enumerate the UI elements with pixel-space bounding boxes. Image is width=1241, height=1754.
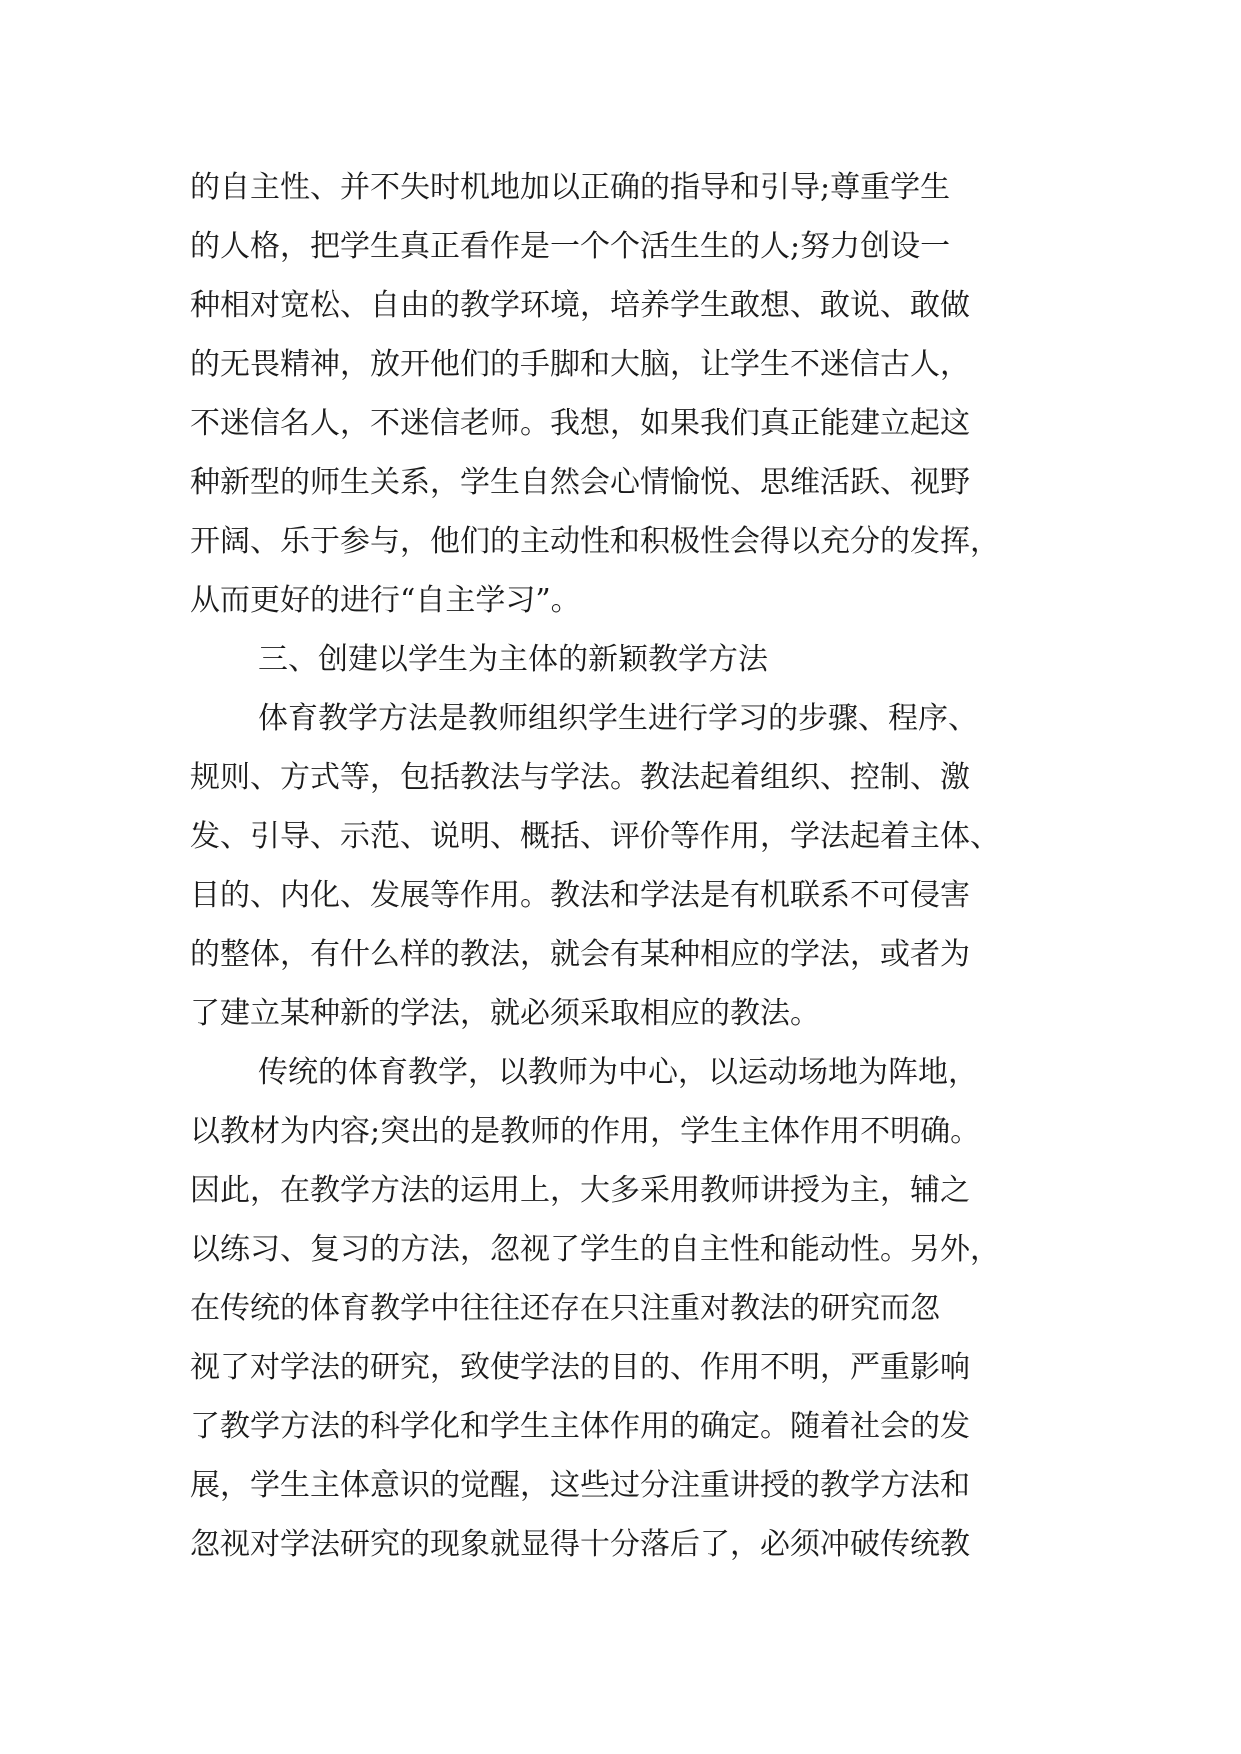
text-line: 了建立某种新的学法，就必须采取相应的教法。 [190, 996, 820, 1031]
text-line: 视了对学法的研究，致使学法的目的、作用不明，严重影响 [190, 1350, 970, 1385]
text-line: 的自主性、并不失时机地加以正确的指导和引导;尊重学生 [190, 170, 951, 205]
text-line: 种相对宽松、自由的教学环境，培养学生敢想、敢说、敢做 [190, 288, 970, 323]
text-line: 因此，在教学方法的运用上，大多采用教师讲授为主，辅之 [190, 1173, 970, 1208]
text-line: 不迷信名人，不迷信老师。我想，如果我们真正能建立起这 [190, 406, 970, 441]
text-line: 目的、内化、发展等作用。教法和学法是有机联系不可侵害 [190, 878, 970, 913]
text-line: 种新型的师生关系，学生自然会心情愉悦、思维活跃、视野 [190, 465, 970, 500]
text-line: 三、创建以学生为主体的新颖教学方法 [258, 642, 768, 677]
text-line: 从而更好的进行“自主学习”。 [190, 583, 581, 618]
text-line: 了教学方法的科学化和学生主体作用的确定。随着社会的发 [190, 1409, 970, 1444]
text-line: 发、引导、示范、说明、概括、评价等作用，学法起着主体、 [190, 819, 1000, 854]
text-line: 的人格，把学生真正看作是一个个活生生的人;努力创设一 [190, 229, 951, 264]
text-line: 开阔、乐于参与，他们的主动性和积极性会得以充分的发挥， [190, 524, 1000, 559]
text-line: 的整体，有什么样的教法，就会有某种相应的学法，或者为 [190, 937, 970, 972]
body-text [190, 158, 1070, 1574]
text-line: 忽视对学法研究的现象就显得十分落后了，必须冲破传统教 [190, 1527, 970, 1562]
text-line: 传统的体育教学，以教师为中心，以运动场地为阵地， [258, 1055, 978, 1090]
text-line: 规则、方式等，包括教法与学法。教法起着组织、控制、激 [190, 760, 970, 795]
text-line: 以练习、复习的方法，忽视了学生的自主性和能动性。另外， [190, 1232, 1000, 1267]
text-line: 以教材为内容;突出的是教师的作用，学生主体作用不明确。 [190, 1114, 981, 1149]
text-line: 展，学生主体意识的觉醒，这些过分注重讲授的教学方法和 [190, 1468, 970, 1503]
text-line: 的无畏精神，放开他们的手脚和大脑，让学生不迷信古人， [190, 347, 970, 382]
text-line: 在传统的体育教学中往往还存在只注重对教法的研究而忽 [190, 1291, 940, 1326]
text-line: 体育教学方法是教师组织学生进行学习的步骤、程序、 [258, 701, 978, 736]
